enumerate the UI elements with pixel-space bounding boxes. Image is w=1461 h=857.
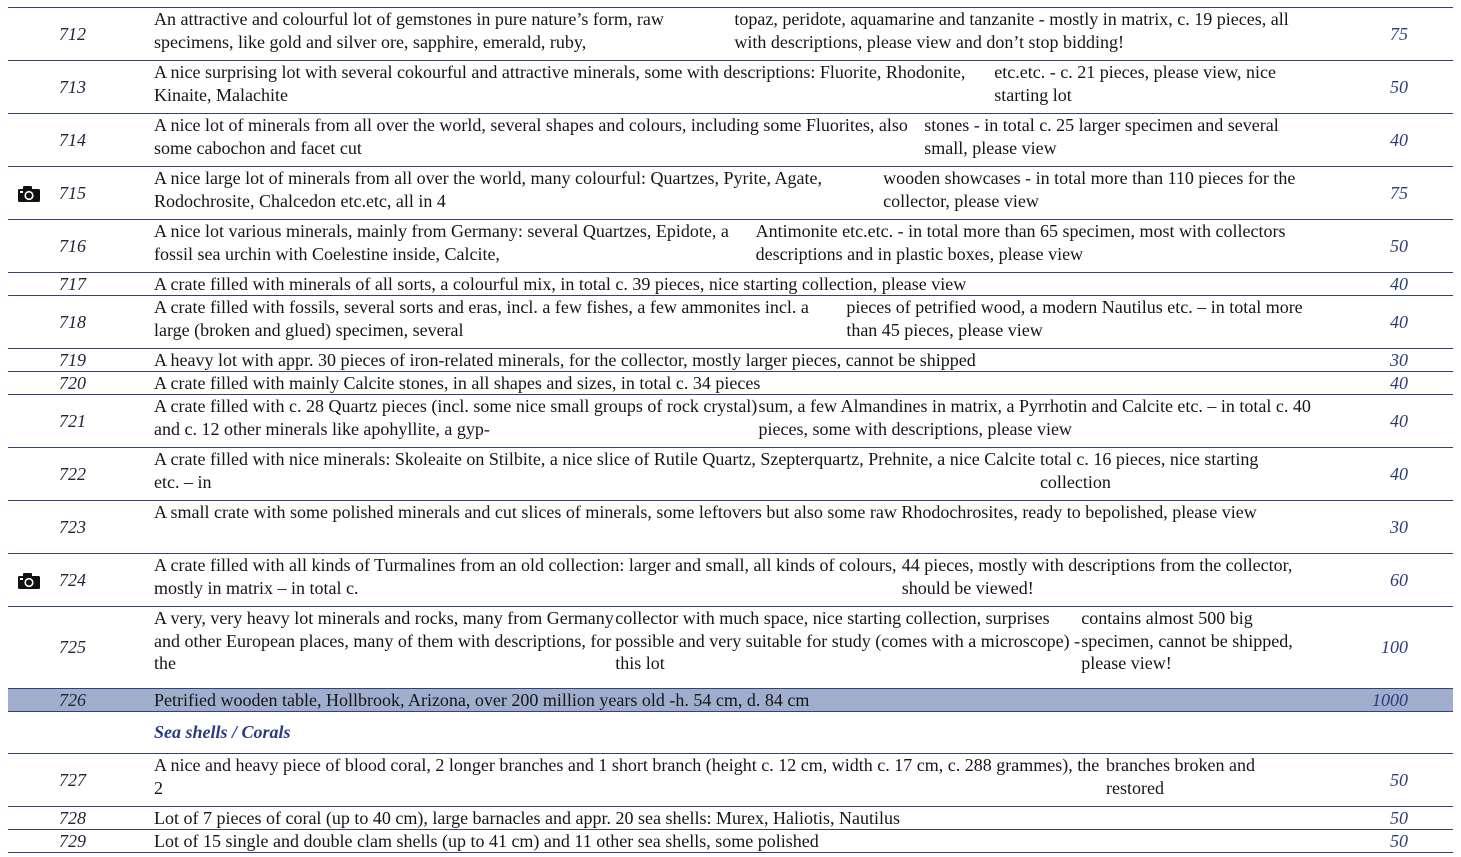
lot-estimate: 75 bbox=[1390, 23, 1408, 44]
lot-estimate: 40 bbox=[1390, 129, 1408, 150]
lot-row bbox=[8, 394, 1453, 447]
lot-row bbox=[8, 113, 1453, 166]
lot-row bbox=[8, 447, 1453, 500]
lot-number: 729 bbox=[59, 830, 86, 851]
lot-number: 714 bbox=[59, 129, 86, 150]
lot-description: Lot of 7 pieces of coral (up to 40 cm), large barnacles and appr. 20 sea shells: Murex, Haliotis, Nautilus bbox=[154, 807, 900, 828]
lot-number: 718 bbox=[59, 311, 86, 332]
lot-number: 716 bbox=[59, 235, 86, 256]
lot-row bbox=[8, 371, 1453, 394]
lot-row bbox=[8, 753, 1453, 806]
lot-number: 715 bbox=[59, 182, 86, 203]
lot-row bbox=[8, 606, 1453, 688]
lot-row bbox=[8, 688, 1453, 711]
lot-row bbox=[8, 295, 1453, 348]
lot-estimate: 40 bbox=[1390, 273, 1408, 294]
lot-description: A nice lot various minerals, mainly from Germany: several Quartzes, Epidote, a fossil sea urchin with Coelestine inside, Calcite, Antimonite etc.etc. - in total more than 65 specimen, most with collectors descriptions and in plastic boxes, please view bbox=[154, 221, 1286, 264]
lot-estimate: 100 bbox=[1381, 637, 1408, 657]
lot-number: 726 bbox=[59, 689, 86, 710]
lot-estimate: 30 bbox=[1390, 349, 1408, 370]
lot-estimate: 75 bbox=[1390, 182, 1408, 203]
lot-estimate: 40 bbox=[1390, 372, 1408, 393]
lot-row bbox=[8, 829, 1453, 852]
lot-row bbox=[8, 272, 1453, 295]
lot-description: A small crate with some polished minerals and cut slices of minerals, some leftovers but also some raw Rhodochrosites, ready to be polished, please view bbox=[154, 502, 1257, 522]
lot-number: 712 bbox=[59, 23, 86, 44]
lot-number: 725 bbox=[59, 637, 86, 657]
lot-number: 728 bbox=[59, 807, 86, 828]
lot-estimate: 50 bbox=[1390, 76, 1408, 97]
lot-estimate: 40 bbox=[1390, 311, 1408, 332]
lot-row bbox=[8, 553, 1453, 606]
lot-number: 719 bbox=[59, 349, 86, 370]
lot-estimate: 50 bbox=[1390, 807, 1408, 828]
lot-row bbox=[8, 7, 1453, 60]
lot-description: A nice and heavy piece of blood coral, 2 longer branches and 1 short branch (height c. 12 cm, width c. 17 cm, c. 288 grammes), the 2 branches broken and restored bbox=[154, 755, 1255, 798]
lot-number: 724 bbox=[59, 569, 86, 590]
lot-number: 727 bbox=[59, 769, 86, 790]
section-title: Sea shells / Corals bbox=[154, 722, 291, 743]
lot-number: 723 bbox=[59, 516, 86, 537]
section-heading-row bbox=[8, 711, 1453, 753]
lot-description: A crate filled with c. 28 Quartz pieces (incl. some nice small groups of rock crystal) and c. 12 other minerals like apohyllite, a gyp- sum, a few Almandines in matrix, a Pyrrhotin and Calcite etc. – in total c. 40 pieces, some with descriptions, please view bbox=[154, 396, 1311, 439]
lot-estimate: 50 bbox=[1390, 235, 1408, 256]
lot-number: 720 bbox=[59, 372, 86, 393]
lot-description: A nice surprising lot with several cokourful and attractive minerals, some with descriptions: Fluorite, Rhodonite, Kinaite, Malachite etc.etc. - c. 21 pieces, please view, nice starting lot bbox=[154, 62, 1276, 105]
lot-description: A heavy lot with appr. 30 pieces of iron-related minerals, for the collector, mostly larger pieces, cannot be shipped bbox=[154, 349, 976, 370]
lot-estimate: 50 bbox=[1390, 769, 1408, 790]
lot-row bbox=[8, 348, 1453, 371]
lot-number: 721 bbox=[59, 410, 86, 431]
lot-estimate: 60 bbox=[1390, 569, 1408, 590]
lot-number: 717 bbox=[59, 273, 86, 294]
lot-estimate: 30 bbox=[1390, 516, 1408, 537]
lot-row bbox=[8, 60, 1453, 113]
lot-row bbox=[8, 219, 1453, 272]
lot-description: A crate filled with fossils, several sorts and eras, incl. a few fishes, a few ammonites incl. a large (broken and glued) specimen, several pieces of petrified wood, a modern Nautilus etc. – in total more than 45 pieces, please view bbox=[154, 297, 1303, 340]
lot-description: A crate filled with all kinds of Turmalines from an old collection: larger and small, all kinds of colours, mostly in matrix – in total c. 44 pieces, mostly with descriptions from the collector, should be viewed! bbox=[154, 555, 1293, 598]
lot-description: A very, very heavy lot minerals and rocks, many from Germany and other European places, many of them with descriptions, for the collector with much space, nice starting collection, surprises possible and very suitable for study (comes with a microscope) - this lot contains almost 500 big specimen, cannot be shipped, please view! bbox=[154, 608, 1293, 674]
table-bottom-rule bbox=[8, 852, 1453, 853]
lot-number: 722 bbox=[59, 463, 86, 484]
lot-estimate: 40 bbox=[1390, 410, 1408, 431]
lot-description: A crate filled with nice minerals: Skoleaite on Stilbite, a nice slice of Rutile Quartz, Szepterquartz, Prehnite, a nice Calcite etc. – in total c. 16 pieces, nice starting collection bbox=[154, 449, 1259, 492]
lot-number: 713 bbox=[59, 76, 86, 97]
lot-description: A nice lot of minerals from all over the world, several shapes and colours, including some Fluorites, also some cabochon and facet cut stones - in total c. 25 larger specimen and several small, please view bbox=[154, 115, 1279, 158]
lot-estimate: 50 bbox=[1390, 830, 1408, 851]
lot-estimate: 40 bbox=[1390, 463, 1408, 484]
lot-description: A nice large lot of minerals from all over the world, many colourful: Quartzes, Pyrite, Agate, Rodochrosite, Chalcedon etc.etc, all in 4 wooden showcases - in total more than 110 pieces for the collector, please view bbox=[154, 168, 1296, 211]
lot-row bbox=[8, 500, 1453, 553]
lot-estimate: 1000 bbox=[1372, 689, 1408, 710]
lot-description: An attractive and colourful lot of gemstones in pure nature’s form, raw specimens, like gold and silver ore, sapphire, emerald, ruby, topaz, peridote, aquamarine and tanzanite - mostly in matrix, c. 19 pieces, all with descriptions, please view and don’t stop bidding! bbox=[154, 9, 1289, 52]
lot-description: A crate filled with minerals of all sorts, a colourful mix, in total c. 39 pieces, nice starting collection, please view bbox=[154, 273, 967, 294]
lot-row bbox=[8, 806, 1453, 829]
lot-description: A crate filled with mainly Calcite stones, in all shapes and sizes, in total c. 34 pieces bbox=[154, 372, 761, 393]
lot-description: Lot of 15 single and double clam shells (up to 41 cm) and 11 other sea shells, some polished bbox=[154, 830, 819, 851]
lot-row bbox=[8, 166, 1453, 219]
lot-description: Petrified wooden table, Hollbrook, Arizona, over 200 million years old -h. 54 cm, d. 84 cm bbox=[154, 689, 810, 710]
